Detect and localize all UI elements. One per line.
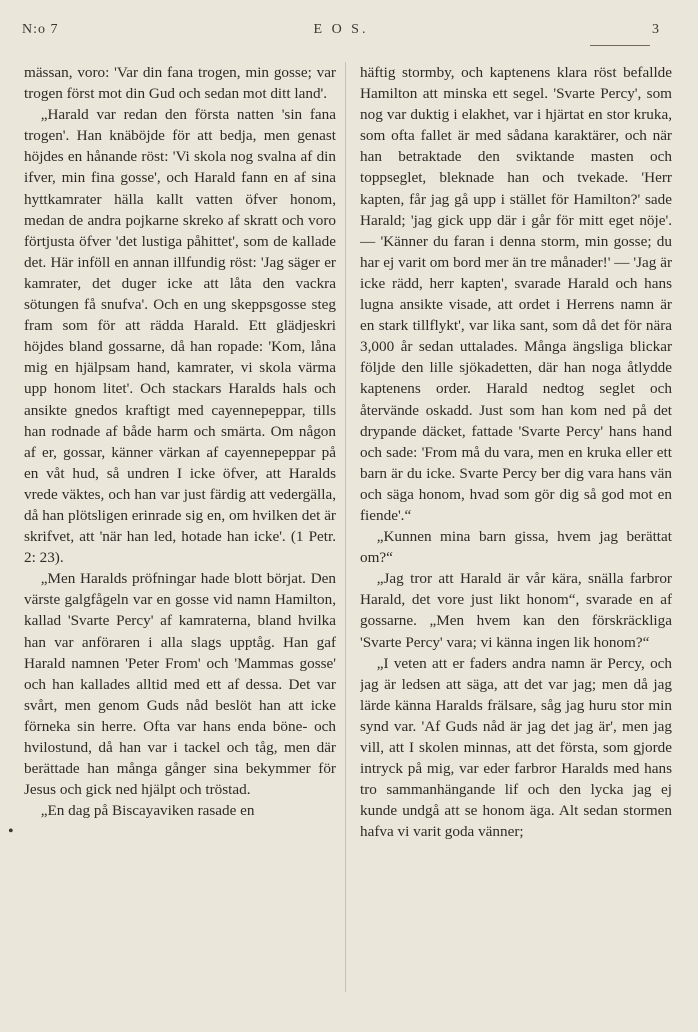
running-head [22, 22, 660, 42]
paragraph: mässan, voro: 'Var din fana trogen, min gosse; var trogen först mot din Gud och sedan mot ditt land'. [24, 64, 336, 103]
paragraph: „Men Haralds pröfningar hade blott börjat. Den värste galgfågeln var en gosse vid namn Hamilton, kallad 'Svarte Percy' af kamraterna, bland hvilka han var anföraren i alla slags upptåg. Han gaf Harald namnen 'Peter From' och 'Mammas gosse' och han kallades alltid med ett af dessa. Det var svårt, men genom Guds nåd beslöt han att icke förneka sin herre. Ofta var hans enda böne- och hvilostund, då han var i tackel och tåg, men där berättade han många gånger sina bekymmer för Jesus och gick ned hjälpt och tröstad. [24, 570, 336, 799]
publication-title: E O S. [313, 22, 369, 37]
margin-dot: • [8, 823, 14, 840]
header-rule [590, 45, 650, 46]
paragraph: „Kunnen mina barn gissa, hvem jag berättat om?“ [360, 528, 672, 567]
issue-number: N:o 7 [22, 22, 59, 37]
paragraph: „En dag på Biscayaviken rasade en [40, 802, 255, 820]
column-divider [345, 62, 346, 992]
paragraph: häftig stormby, och kaptenens klara röst befallde Hamilton att minska ett segel. 'Svarte Percy', som nog var duktig i elakhet, var i hjärtat en stor kruka, som ofta fallet är med sådana karaktärer, och när han betraktade den sviktande masten och toppseglet, bleknade han och tvekade. 'Herr kapten, får jag gå upp i stället för Hamilton?' sade Harald; 'jag gick upp där i går för mitt eget nöje'. — 'Känner du faran i denna storm, min gosse; du har ej varit om bord mer än tre månader!' — 'Jag är icke rädd, herr kapten', svarade Harald och hans lugna ansikte visade, att ordet i Herrens namn är en stark tillflykt', var lika sant, som då det för nära 3,000 år sedan uttalades. Många ängsliga blickar följde den lille sjökadetten, där han noga åtlydde kaptenens order. Harald nedtog seglet och återvände oskadd. Just som han kom ned på det drypande däcket, fattade 'Svarte Percy' hans hand och sade: 'From må du vara, men en kruka eller ett barn är du icke. Svarte Percy ber dig vara hans vän och säga honom, hvad som gör dig så god mot en fiende'.“ [360, 64, 672, 524]
right-column [360, 62, 672, 1002]
page-number: 3 [652, 22, 660, 37]
left-column [24, 62, 336, 1002]
paragraph: „I veten att er faders andra namn är Percy, och jag är ledsen att säga, att det var jag; men då jag lärde känna Haralds frälsare, såg jag huru stor min synd var. 'Af Guds nåd är jag det jag är', men jag vill, att I skolen minnas, att det första, som gjorde intryck på mig, var eder farbror Haralds med hans tro sammanhängande lif och den lycka jag ej kunde undgå att se honom äga. Alt sedan stormen hafva vi varit goda vänner; [360, 654, 672, 841]
paragraph: „Harald var redan den första natten 'sin fana trogen'. Han knäböjde för att bedja, men genast höjdes en hånande röst: 'Vi skola nog svalna af din ifver, min fina gosse', och Harald fann en af sina hyttkamrater hälla kallt vatten öfver honom, medan de andra pojkarne skreko af skratt och voro förtjusta öfver 'det lustiga påhittet', som de kallade det. Här inföll en annan illfundig röst: 'Jag säger er kamrater, det duger icke att låta den vackra sötungen få snufva'. Och en ung skeppsgosse steg fram som för att rädda Harald. Ett glädjeskri höjdes bland gossarne, då han ropade: 'Kom, låna mig en hjälpsam hand, kamrater, vi skola värma upp honom litet'. Och stackars Haralds hals och ansikte gnedos kraftigt med cayennepeppar, tills han rodnade af både harm och smärta. Om någon af er, gossar, känner värkan af cayennepeppar på en våt hud, så undren I icke öfver, att Haralds vrede väktes, och han var just färdig att vedergälla, då han plötsligen erinrade sig en, om hvilken det är skrifvet, att 'när han led, hotade han icke'. (1 Petr. 2: 23). [24, 106, 336, 567]
paragraph: „Jag tror att Harald är vår kära, snälla farbror Harald, det vore just likt honom“, svarade en af gossarne. „Men hvem kan den förskräckliga 'Svarte Percy' vara; vi känna ingen lik honom?“ [360, 570, 672, 651]
